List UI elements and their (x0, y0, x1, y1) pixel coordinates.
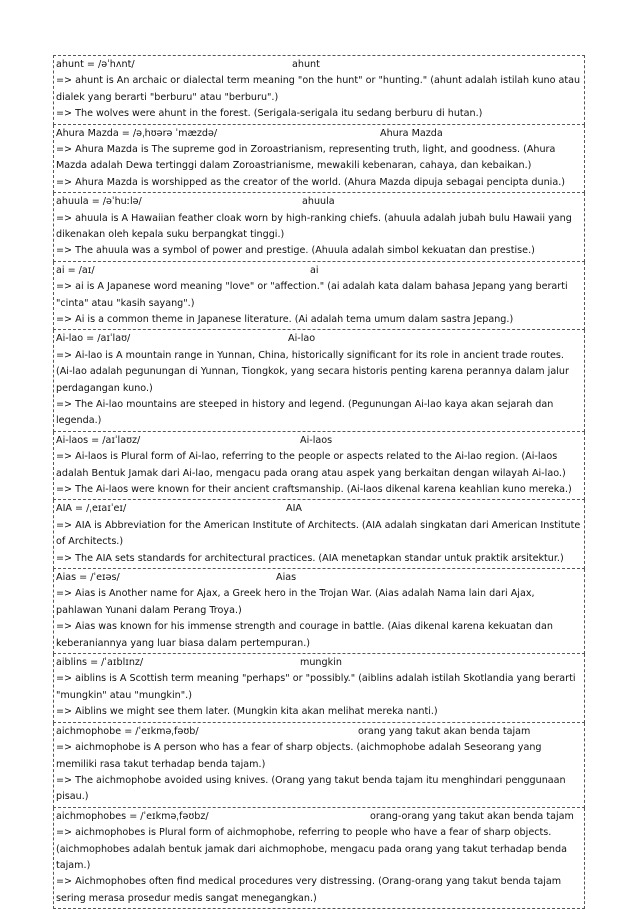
entry-header (56, 331, 581, 347)
entry-translation: ahunt (292, 59, 320, 70)
entry-definition: => ai is A Japanese word meaning "love" or "affection." (ai adalah kata dalam bahasa Jepang yang berarti "cinta" atau "kasih sayang".) (56, 281, 568, 309)
entry-aichmophobes (53, 808, 585, 909)
entry-definition: => aichmophobe is A person who has a fear of sharp objects. (aichmophobe adalah Seseorang yang memiliki rasa takut terhadap benda tajam.) (56, 742, 542, 770)
entry-term: aichmophobes = /ˈeɪkməˌfəʊbz/ (56, 810, 209, 822)
entry-example: => Aichmophobes often find medical procedures very distressing. (Orang-orang yang takut benda tajam sering merasa prosedur medis sangat menegangkan.) (56, 876, 562, 904)
entry-example: => The wolves were ahunt in the forest. (Serigala-serigala itu sedang berburu di hutan.) (56, 108, 483, 120)
entry-term: ai = /aɪ/ (56, 264, 95, 276)
entry-header (56, 724, 581, 740)
entry-example: => The Ai-laos were known for their ancient craftsmanship. (Ai-laos dikenal karena keahlian kuno mereka.) (56, 484, 572, 496)
entry-example: => Ai is a common theme in Japanese literature. (Ai adalah tema umum dalam sastra Jepang.) (56, 314, 514, 326)
entry-header (56, 570, 581, 586)
entry-header (56, 501, 581, 517)
entry-aias (53, 569, 585, 654)
entry-translation: mungkin (300, 657, 342, 669)
entry-translation: orang-orang yang takut akan benda tajam (370, 810, 574, 822)
entry-term: Ahura Mazda = /əˌhʊərə ˈmæzdə/ (56, 127, 218, 139)
dictionary-page (53, 55, 585, 909)
entry-example: => The AIA sets standards for architectural practices. (AIA menetapkan standar untuk praktik arsitektur.) (56, 552, 564, 564)
entry-translation: ahuula (302, 196, 335, 208)
entry-aichmophobe (53, 723, 585, 808)
entry-header (56, 263, 581, 279)
entry-example: => Aias was known for his immense strength and courage in battle. (Aias dikenal karena kekuatan dan keberaniannya yang luar biasa dalam pertempuran.) (56, 621, 553, 649)
entry-header (56, 126, 581, 142)
entry-translation: Ai-laos (300, 434, 333, 446)
entry-ahura-mazda (53, 125, 585, 194)
entry-definition: => Aias is Another name for Ajax, a Greek hero in the Trojan War. (Aias adalah Nama lain dari Ajax, pahlawan Yunani dalam Perang Troya.) (56, 588, 535, 616)
entry-term: ahunt = /əˈhʌnt/ (56, 59, 135, 70)
entry-translation: orang yang takut akan benda tajam (358, 725, 531, 737)
entry-example: => The Ai-lao mountains are steeped in history and legend. (Pegunungan Ai-lao kaya akan sejarah dan legenda.) (56, 399, 554, 427)
entry-header (56, 433, 581, 449)
entry-header (56, 655, 581, 671)
entry-ai (53, 262, 585, 331)
entry-example: => The aichmophobe avoided using knives. (Orang yang takut benda tajam itu menghindari penggunaan pisau.) (56, 774, 566, 803)
entry-translation: Aias (276, 572, 297, 584)
entry-aiblins (53, 654, 585, 723)
entry-term: Ai-lao = /aɪˈlaʊ/ (56, 333, 131, 345)
entry-definition: => aichmophobes is Plural form of aichmophobe, referring to people who have a fear of sharp objects. (aichmophobes adalah bentuk jamak dari aichmophobe, mengacu pada orang yang takut terhadap benda tajam.) (56, 827, 567, 871)
entry-term: Aias = /ˈeɪəs/ (56, 572, 120, 584)
entry-translation: Ai-lao (288, 333, 316, 345)
entry-example: => Aiblins we might see them later. (Mungkin kita akan melihat mereka nanti.) (56, 706, 438, 718)
entry-term: aichmophobe = /ˈeɪkməˌfəʊb/ (56, 725, 199, 737)
entry-definition: => ahuula is A Hawaiian feather cloak worn by high-ranking chiefs. (ahuula adalah jubah bulu Hawaii yang dikenakan oleh kepala suku berpangkat tinggi.) (56, 212, 572, 241)
entry-term: ahuula = /əˈhuːlə/ (56, 196, 142, 208)
entry-ai-lao (53, 330, 585, 431)
entry-ai-laos (53, 432, 585, 501)
entry-term: Ai-laos = /aɪˈlaʊz/ (56, 434, 141, 446)
entry-definition: => Ai-laos is Plural form of Ai-lao, referring to the people or aspects related to the Ai-lao region. (Ai-laos adalah Bentuk Jamak dari Ai-lao, mengacu pada orang atau aspek yang berkaitan dengan wilayah Ai-lao.) (56, 451, 566, 479)
entry-translation: AIA (286, 503, 302, 515)
entry-translation: ai (310, 264, 319, 276)
entry-term: AIA = /ˌeɪaɪˈeɪ/ (56, 503, 127, 515)
entry-ahuula (53, 193, 585, 262)
entry-term: aiblins = /ˈaɪblɪnz/ (56, 657, 144, 669)
entry-header (56, 194, 581, 210)
entry-header (56, 809, 581, 825)
entry-translation: Ahura Mazda (380, 127, 443, 139)
entry-definition: => Ahura Mazda is The supreme god in Zoroastrianism, representing truth, light, and goodness. (Ahura Mazda adalah Dewa tertinggi dalam Zoroastrianisme, mewakili kebenaran, cahaya, dan kebaikan.) (56, 144, 556, 172)
entry-definition: => aiblins is A Scottish term meaning "perhaps" or "possibly." (aiblins adalah istilah Skotlandia yang berarti "mungkin" atau "mungkin".) (56, 673, 576, 701)
entry-example: => The ahuula was a symbol of power and prestige. (Ahuula adalah simbol kekuatan dan prestise.) (56, 245, 535, 257)
entry-definition: => ahunt is An archaic or dialectal term meaning "on the hunt" or "hunting." (ahunt adalah istilah kuno atau dialek yang berarti "berburu" atau "berburu".) (56, 75, 581, 103)
entry-aia (53, 500, 585, 569)
entry-definition: => Ai-lao is A mountain range in Yunnan, China, historically significant for its role in ancient trade routes. (Ai-lao adalah pegunungan di Yunnan, Tiongkok, yang secara historis penting karena perannya dalam jalur perdagangan kuno.) (56, 349, 569, 394)
entry-ahunt (53, 55, 585, 125)
entry-example: => Ahura Mazda is worshipped as the creator of the world. (Ahura Mazda dipuja sebagai pencipta dunia.) (56, 176, 566, 188)
entry-definition: => AIA is Abbreviation for the American Institute of Architects. (AIA adalah singkatan dari American Institute of Architects.) (56, 519, 581, 548)
entry-header (56, 57, 581, 73)
